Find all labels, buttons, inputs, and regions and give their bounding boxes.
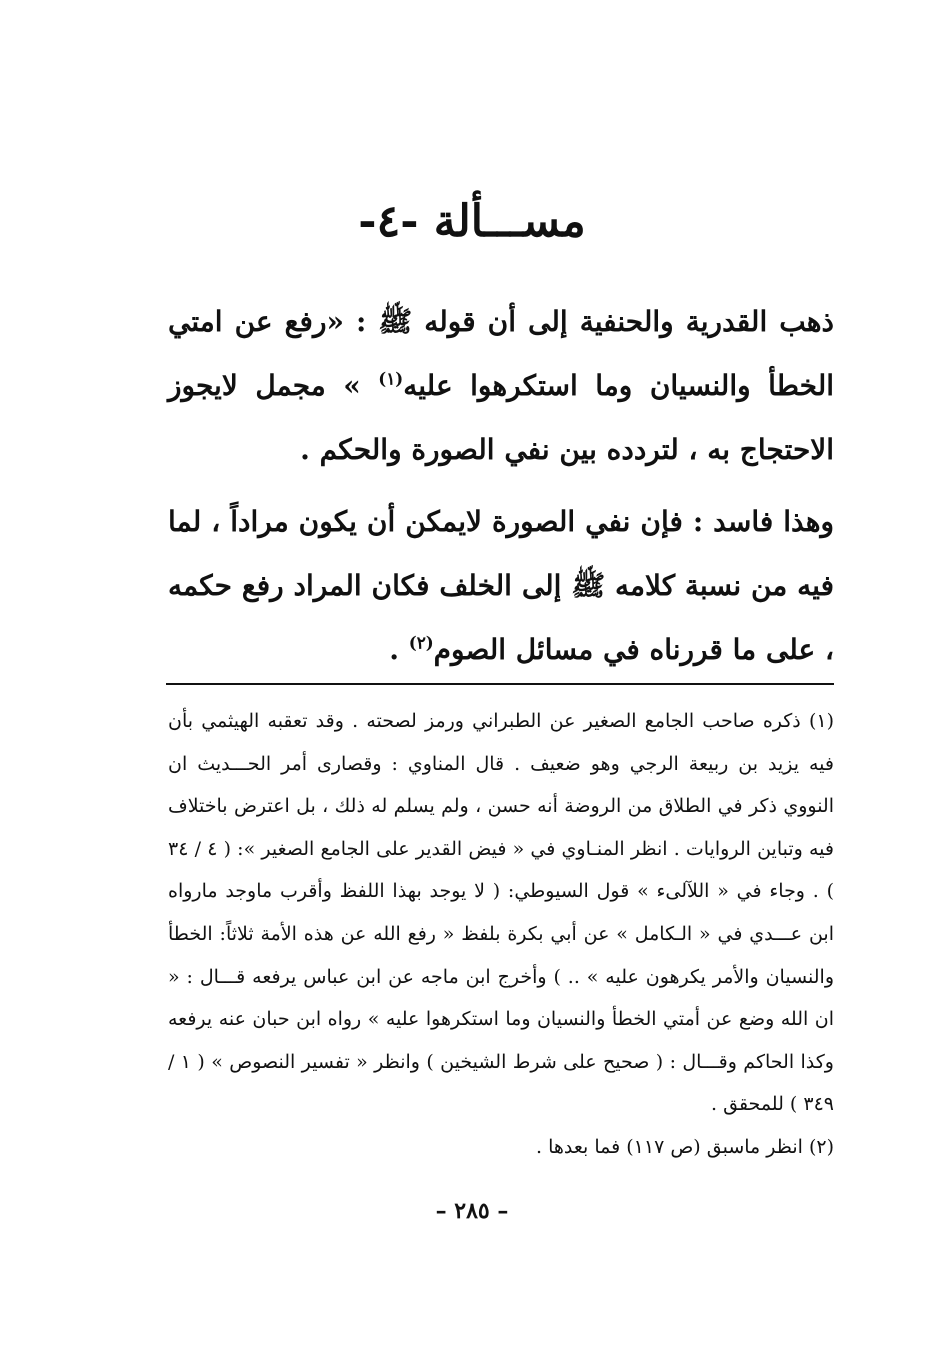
footnote-1: (١) ذكره صاحب الجامع الصغير عن الطبراني ورمز لصحته . وقد تعقبه الهيثمي بأن فيه يزيد بن ربيعة الرجي وهو ضعيف . قال المناوي : وقصارى أمر الحـــديث ان النووي ذكر في الطلاق من الروضة أنه حسن ، ولم يسلم له ذلك ، بل اعترض باختلاف فيه وتباين الروايات . انظر المنـاوي في « فيض القدير على الجامع الصغير »: ( ٤ / ٣٤ ) . وجاء في « اللآلىء » قول السيوطي: ( لا يوجد بهذا اللفظ وأقرب ماوجد مارواه ابن عـــدي في « الـكامل » عن أبي بكرة بلفظ « رفع الله عن هذه الأمة ثلاثاً: الخطأ والنسيان والأمر يكرهون عليه » .. ) وأخرج ابن ماجه عن ابن عباس يرفعه قـــال : « ان الله وضع عن أمتي الخطأ والنسيان وما استكرهوا عليه » رواه ابن حبان عنه يرفعه وكذا الحاكم وقـــال : ( صحيح على شرط الشيخين ) وانظر « تفسير النصوص » ( ١ / ٣٤٩ ) للمحقق . <box>168 710 835 1116</box>
footnotes <box>168 700 834 1169</box>
page-number: – ٢٨٥ – <box>435 1198 509 1224</box>
main-text <box>168 290 834 682</box>
chapter-title: مســـألة -٤- <box>358 196 586 247</box>
paragraph-1 <box>168 290 834 482</box>
paragraph-2-rest: . <box>389 633 409 666</box>
paragraph-1-text: ذهب القدرية والحنفية إلى أن قوله ﷺ : «رفع عن امتي الخطأ والنسيان وما استكرهوا عليه <box>168 305 835 402</box>
footnote-ref-1: (١) <box>378 368 404 389</box>
paragraph-2-text: وهذا فاسد : فإن نفي الصورة لايمكن أن يكون مراداً ، لما فيه من نسبة كلامه ﷺ إلى الخلف فكان المراد رفع حكمه ، على ما قررناه في مسائل الصوم <box>168 505 834 666</box>
paragraph-2 <box>168 490 834 682</box>
paragraph-1-rest: » مجمل لايجوز الاحتجاج به ، لتردده بين نفي الصورة والحكم . <box>168 369 834 466</box>
footnote-ref-2: (٢) <box>408 632 434 653</box>
footnote-divider <box>166 683 834 685</box>
footnote-2: (٢) انظر ماسبق (ص ١١٧) فما بعدها . <box>536 1135 834 1158</box>
